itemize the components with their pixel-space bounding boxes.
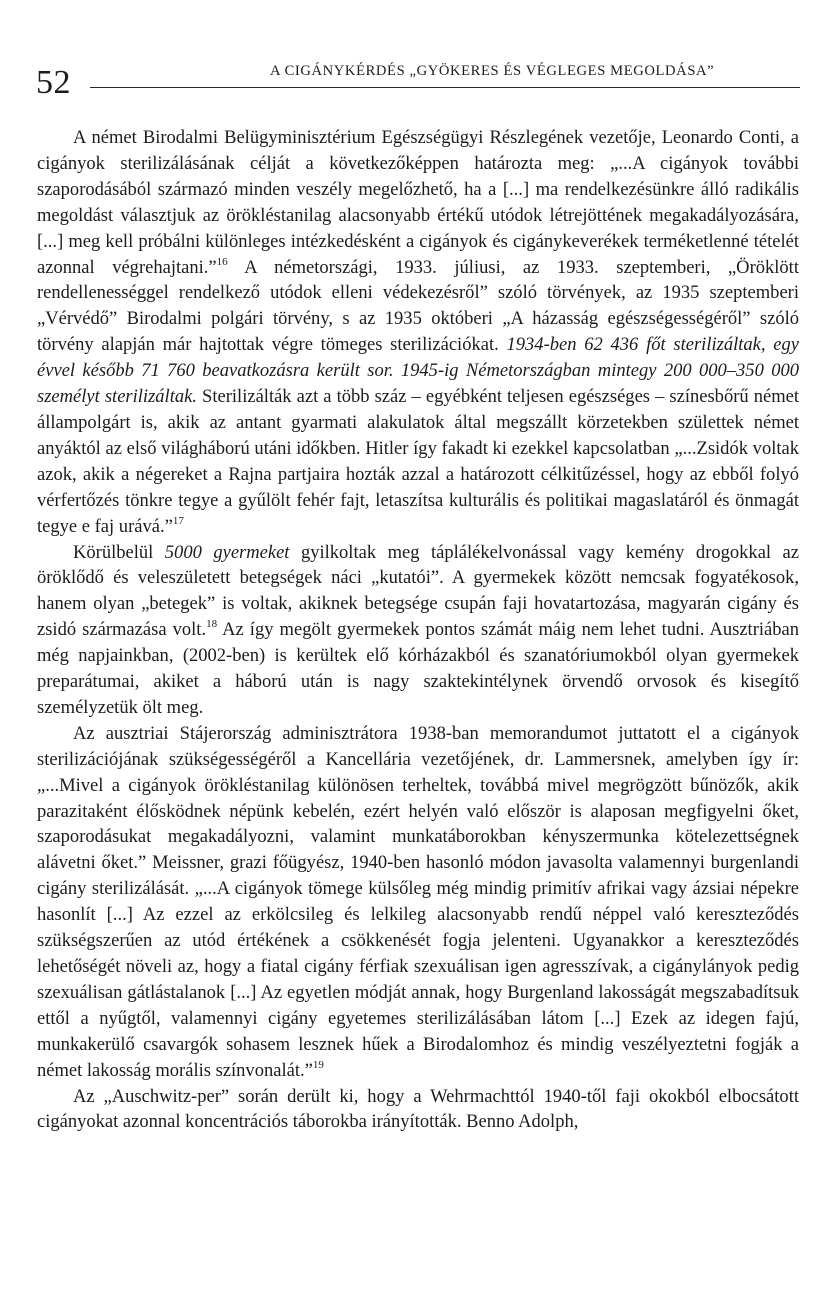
text-run: Az így megölt gyermekek pontos számát máig nem lehet tudni. Ausztriában még napjainkban, (2002-ben) is kerültek elő kórházakból és szanatóriumokból olyan gyermekek preparátumai, akiket a háború után is nagy szaktekintélynek örvendő orvosok és kisegítő személyzetük ölt meg. bbox=[37, 619, 799, 718]
text-run: gyilkoltak meg táplálékelvonással vagy kemény drogokkal az öröklődő és veleszületett betegségek náci „kutatói”. A gyermekek között nemcsak fogyatékosok, hanem olyan „betegek” is voltak, akiknek betegsége csupán faji hovatartozása, magyarán cigány és zsidó származása volt. bbox=[37, 541, 799, 641]
footnote-ref: 16 bbox=[216, 255, 228, 268]
body-text bbox=[37, 125, 799, 1135]
paragraph bbox=[37, 540, 799, 721]
text-run: Az „Auschwitz-per” során derült ki, hogy a Wehrmachttól 1940-től faji okokból elbocsátott cigányokat azonnal koncentrációs táborokba irányították. Benno Adolph, bbox=[37, 1085, 799, 1133]
paragraph bbox=[37, 1084, 799, 1136]
header-rule bbox=[90, 87, 800, 88]
paragraph bbox=[37, 125, 799, 540]
footnote-ref: 18 bbox=[206, 618, 218, 631]
text-run: Az ausztriai Stájerország adminisztrátora 1938-ban memorandumot juttatott el a cigányok sterilizációjának szükségességéről a Kancellária vezetőjének, dr. Lammersnek, amelyben így ír: „...Mivel a cigányok örökléstanilag különösen terheltek, továbbá mivel megrögzött bűnözők, akik parazitaként élősködnek népünk kebelén, ezért helyén való először is alaposan megfigyelni őket, szaporodásukat megakadályozni, valamint munkatáborokban kényszermunka kötelezettségnek alávetni őket.” Meissner, grazi főügyész, 1940-ben hasonló módon javasolta valamennyi burgenlandi cigány sterilizálását. „...A cigányok tömege külsőleg még mindig primitív afrikai vagy ázsiai népekre hasonlít [...] Az ezzel az erkölcsileg és lelkileg alacsonyabb rendű néppel való kereszteződés szükségszerűen az utód értékének a csökkenését fogja jelenteni. Ugyanakkor a kereszteződés lehetőségét növeli az, hogy a fiatal cigány férfiak szexuálisan igen agresszívak, a cigánylányok pedig szexuálisan gátlástalanok [...] Az egyetlen módját annak, hogy Burgenland lakosságát megszabadítsuk ettől a nyűgtől, valamennyi cigány egyetemes sterilizálásában látom [...] Ezek az idegen fajú, munkakerülő csavargók sohasem lesznek hűek a Birodalomhoz és mindig veszélyeztetni fogják a német lakosság morális színvonalát.” bbox=[37, 722, 799, 1081]
page-number: 52 bbox=[36, 64, 71, 101]
running-head: A CIGÁNYKÉRDÉS „GYÖKERES ÉS VÉGLEGES MEGOLDÁSA” bbox=[270, 63, 715, 79]
footnote-ref: 17 bbox=[172, 514, 184, 527]
emphasis-text: 1934-ben 62 436 főt sterilizáltak, egy évvel később 71 760 beavatkozásra került sor. 1945-ig Németországban mintegy 200 000–350 000 személyt sterilizáltak. bbox=[37, 334, 799, 408]
paragraph bbox=[37, 721, 799, 1084]
text-run: Sterilizálták azt a több száz – egyébként teljesen egészséges – színesbőrű német állampolgárt is, akik az antant gyarmati alakulatok által megszállt körzetekben születtek német anyáktól az első világháború utáni időkben. Hitler így fakadt ki ezekkel kapcsolatban „...Zsidók voltak azok, akik a négereket a Rajna partjaira hozták azzal a határozott célkitűzéssel, hogy az ebből folyó vérfertőzés tönkre tegye a gyűlölt fehér fajt, letaszítsa kulturális és politikai magaslatáról és önmagát tegye e faj urává.” bbox=[37, 386, 799, 537]
emphasis-text: 5000 gyermeket bbox=[164, 541, 290, 563]
text-run: A német Birodalmi Belügyminisztérium Egészségügyi Részlegének vezetője, Leonardo Conti, a cigányok sterilizálásának célját a következőképpen határozta meg: „...A cigányok további szaporodásából származó minden veszély megelőzhető, ha a [...] ma rendelkezésünkre álló radikális megoldást választjuk az örökléstanilag alacsonyabb értékű utódok létrejöttének megakadályozására, [...] meg kell próbálni különleges intézkedésként a cigányok és cigánykeverékek terméketlenné tételét azonnal végrehajtani.” bbox=[37, 127, 799, 278]
footnote-ref: 19 bbox=[312, 1058, 324, 1071]
text-run: Körülbelül bbox=[73, 541, 165, 563]
text-run: A németországi, 1933. júliusi, az 1933. szeptemberi, „Öröklött rendellenességgel rendelkező utódok elleni védekezésről” szóló törvények, az 1935 szeptemberi „Vérvédő” Birodalmi polgári törvény, s az 1935 októberi „A házasság egészségességéről” szóló törvény alapján már hajtottak végre tömeges sterilizációkat. bbox=[37, 256, 799, 356]
